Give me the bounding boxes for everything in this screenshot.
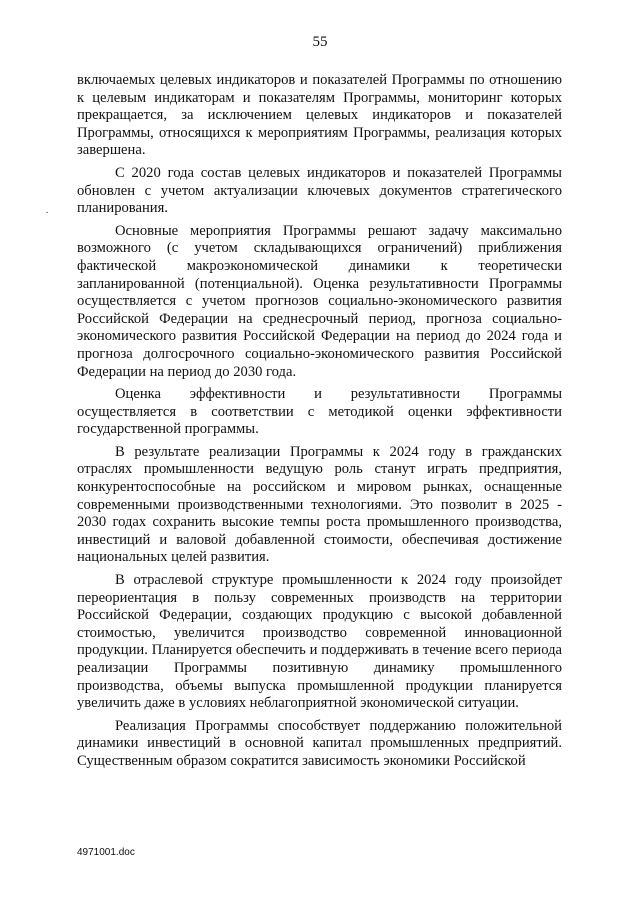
margin-mark [46, 212, 48, 213]
paragraph-continued: включаемых целевых индикаторов и показателей Программы по отношению к целевым индикаторам и показателям Программы, мониторинг которых прекращается, за исключением целевых индикаторов и показателей Программы, относящихся к мероприятиям Программы, реализация которых завершена. [77, 72, 562, 159]
paragraph-evaluation: Оценка эффективности и результативности Программы осуществляется в соответствии с методикой оценки эффективности государственной программы. [77, 386, 562, 438]
paragraph-investments: Реализация Программы способствует поддержанию положительной динамики инвестиций в основной капитал промышленных предприятий. Существенным образом сократится зависимость экономики Российской [77, 717, 562, 769]
body-text [77, 72, 562, 776]
paragraph-industry-structure: В отраслевой структуре промышленности к 2024 году произойдет переориентация в пользу современных производств на территории Российской Федерации, создающих продукцию с высокой добавленной стоимостью, увеличится производство современной инновационной продукции. Планируется обеспечить и поддерживать в течение всего периода реализации Программы позитивную динамику промышленного производства, объемы выпуска промышленной продукции планируется увеличить даже в условиях неблагоприятной экономической ситуации. [77, 572, 562, 712]
paragraph-indicators-update: С 2020 года состав целевых индикаторов и показателей Программы обновлен с учетом актуализации ключевых документов стратегического планирования. [77, 164, 562, 217]
file-name-footer: 4971001.doc [77, 847, 135, 858]
page-number: 55 [312, 34, 328, 50]
paragraph-main-activities: Основные мероприятия Программы решают задачу максимально возможного (с учетом складывающихся ограничений) приближения фактической макроэкономической динамики к теоретически запланированной (потенциальной). Оценка результативности Программы осуществляется с учетом прогнозов социально-экономического развития Российской Федерации на среднесрочный период, прогноза социально-экономического развития Российской Федерации на период до 2024 года и прогноза долгосрочного социально-экономического развития Российской Федерации на период до 2030 года. [77, 222, 562, 380]
paragraph-results-2024: В результате реализации Программы к 2024 году в гражданских отраслях промышленности ведущую роль станут играть предприятия, конкурентоспособные на российском и мировом рынках, оснащенные современными производственными технологиями. Это позволит в 2025 - 2030 годах сохранить высокие темпы роста промышленного производства, инвестиций и валовой добавленной стоимости, обеспечивая достижение национальных целей развития. [77, 443, 562, 566]
